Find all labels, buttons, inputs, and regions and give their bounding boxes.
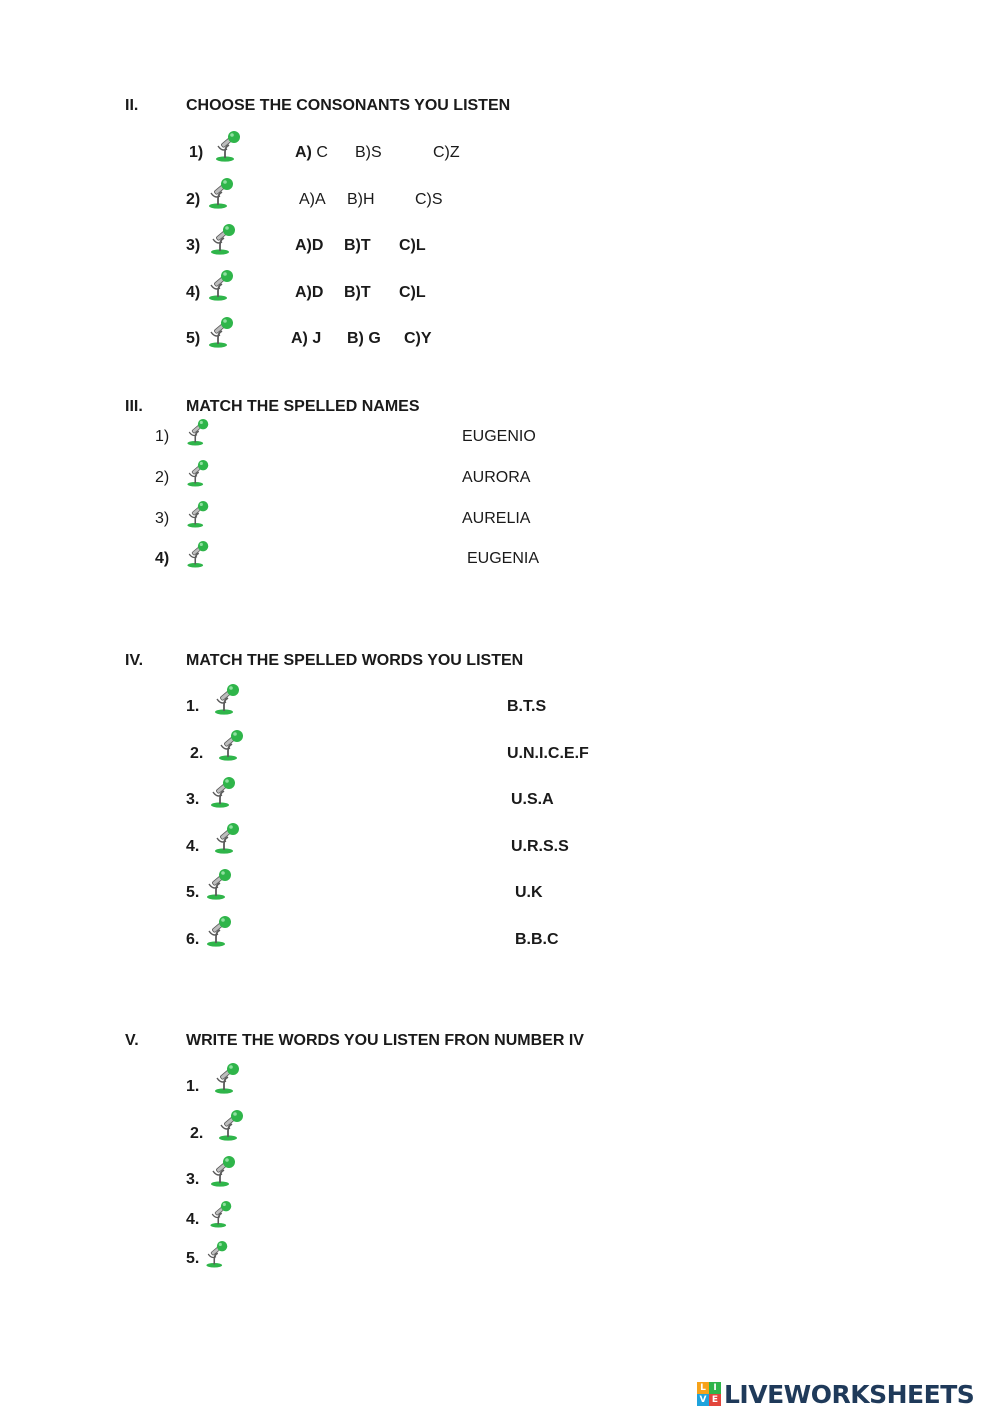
item-number: 5. <box>186 884 200 901</box>
match-target-word[interactable]: B.T.S <box>507 698 547 715</box>
match-target-name[interactable]: AURORA <box>462 469 531 486</box>
match-target-word[interactable]: U.S.A <box>511 791 554 808</box>
microphone-icon[interactable] <box>203 868 233 900</box>
item-number: 1. <box>186 698 200 715</box>
option-c[interactable]: C)S <box>415 191 443 208</box>
microphone-icon[interactable] <box>215 729 245 761</box>
option-a[interactable]: A) J <box>291 330 322 347</box>
item-number: 3) <box>186 237 201 254</box>
option-c[interactable]: C)Z <box>433 144 460 161</box>
microphone-icon[interactable] <box>184 500 210 528</box>
option-c[interactable]: C)L <box>399 284 426 301</box>
match-target-word[interactable]: U.R.S.S <box>511 838 569 855</box>
item-number: 5) <box>186 330 201 347</box>
microphone-icon[interactable] <box>207 1155 237 1187</box>
match-target-word[interactable]: U.N.I.C.E.F <box>507 745 589 762</box>
item-number: 1) <box>189 144 204 161</box>
option-c[interactable]: C)Y <box>404 330 432 347</box>
microphone-icon[interactable] <box>212 130 242 162</box>
section-numeral-v: V. <box>125 1032 139 1049</box>
microphone-icon[interactable] <box>215 1109 245 1141</box>
match-target-word[interactable]: B.B.C <box>515 931 559 948</box>
logo-square: L <box>697 1382 709 1394</box>
section-title-iv: MATCH THE SPELLED WORDS YOU LISTEN <box>186 652 524 669</box>
match-target-name[interactable]: AURELIA <box>462 510 531 527</box>
microphone-icon[interactable] <box>205 316 235 348</box>
match-target-name[interactable]: EUGENIO <box>462 428 536 445</box>
item-number: 2. <box>190 1125 204 1142</box>
microphone-icon[interactable] <box>211 1062 241 1094</box>
logo-mark-icon <box>697 1382 721 1406</box>
item-number: 2. <box>190 745 204 762</box>
item-number: 5. <box>186 1250 200 1267</box>
option-a[interactable]: A)D <box>295 237 324 254</box>
item-number: 4. <box>186 838 200 855</box>
item-number: 2) <box>155 469 170 486</box>
item-number: 6. <box>186 931 200 948</box>
option-b[interactable]: B)S <box>355 144 382 161</box>
section-numeral-ii: II. <box>125 97 139 114</box>
item-number: 4) <box>186 284 201 301</box>
section-title-v: WRITE THE WORDS YOU LISTEN FRON NUMBER IV <box>186 1032 584 1049</box>
logo-square: E <box>709 1394 721 1406</box>
item-number: 1. <box>186 1078 200 1095</box>
option-a-value: C <box>311 144 328 161</box>
microphone-icon[interactable] <box>203 915 233 947</box>
liveworksheets-logo <box>697 1379 974 1409</box>
microphone-icon[interactable] <box>205 177 235 209</box>
microphone-icon[interactable] <box>203 1240 229 1268</box>
match-target-word[interactable]: U.K <box>515 884 543 901</box>
microphone-icon[interactable] <box>207 776 237 808</box>
section-title-ii: CHOOSE THE CONSONANTS YOU LISTEN <box>186 97 511 114</box>
option-a[interactable] <box>295 144 328 162</box>
item-number: 4) <box>155 550 170 567</box>
match-target-name[interactable]: EUGENIA <box>467 550 540 567</box>
microphone-icon[interactable] <box>205 269 235 301</box>
logo-square: V <box>697 1394 709 1406</box>
option-a[interactable]: A)A <box>299 191 326 208</box>
option-b[interactable]: B)T <box>344 284 371 301</box>
option-a-label: A) <box>295 144 312 161</box>
section-numeral-iii: III. <box>125 398 143 415</box>
item-number: 1) <box>155 428 170 445</box>
option-b[interactable]: B) G <box>347 330 381 347</box>
item-number: 3. <box>186 791 200 808</box>
option-c[interactable]: C)L <box>399 237 426 254</box>
microphone-icon[interactable] <box>184 418 210 446</box>
logo-text: LIVEWORKSHEETS <box>724 1379 975 1409</box>
option-b[interactable]: B)H <box>347 191 375 208</box>
microphone-icon[interactable] <box>207 223 237 255</box>
microphone-icon[interactable] <box>211 822 241 854</box>
item-number: 3) <box>155 510 170 527</box>
microphone-icon[interactable] <box>184 459 210 487</box>
microphone-icon[interactable] <box>184 540 210 568</box>
option-a[interactable]: A)D <box>295 284 324 301</box>
option-b[interactable]: B)T <box>344 237 371 254</box>
section-numeral-iv: IV. <box>125 652 144 669</box>
logo-square: I <box>709 1382 721 1394</box>
microphone-icon[interactable] <box>211 683 241 715</box>
microphone-icon[interactable] <box>207 1200 233 1228</box>
item-number: 4. <box>186 1211 200 1228</box>
section-title-iii: MATCH THE SPELLED NAMES <box>186 398 420 415</box>
item-number: 2) <box>186 191 201 208</box>
item-number: 3. <box>186 1171 200 1188</box>
